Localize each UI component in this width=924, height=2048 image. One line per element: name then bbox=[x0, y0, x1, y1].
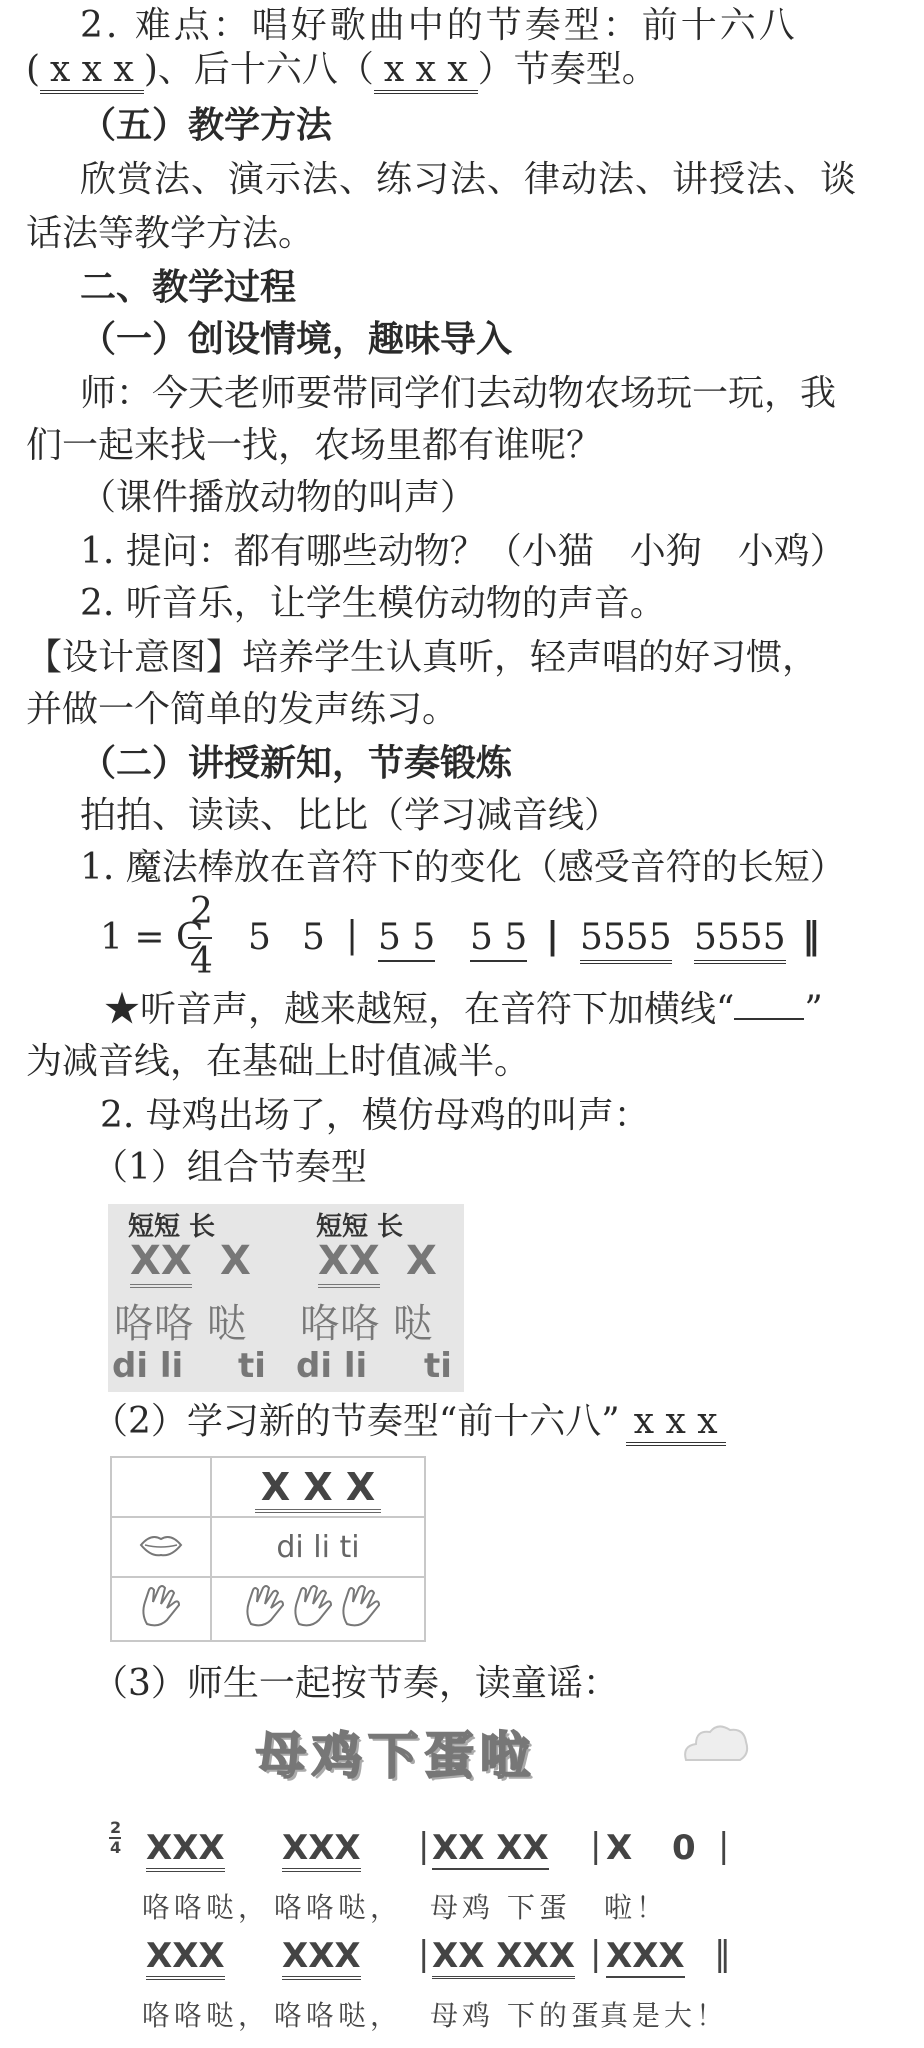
rhythm-table bbox=[110, 1456, 426, 1642]
heading-section-a: （一）创设情境，趣味导入 bbox=[80, 319, 513, 360]
bar-line: | bbox=[546, 915, 560, 957]
rhythm-words: 咯咯 哒 bbox=[114, 1301, 247, 1347]
text-line-16: 2. 母鸡出场了，模仿母鸡的叫声： bbox=[100, 1095, 650, 1136]
text-line-13: 1. 魔法棒放在音符下的变化（感受音符的长短） bbox=[80, 847, 846, 888]
heading-teaching-methods: （五）教学方法 bbox=[80, 105, 333, 146]
text-line-7: （课件播放动物的叫声） bbox=[80, 477, 477, 518]
rhythm-xx: XX bbox=[130, 1238, 192, 1288]
end-bar-line: ‖ bbox=[802, 915, 820, 957]
song-bar-line: | bbox=[590, 1826, 602, 1866]
time-sig-bottom: 4 bbox=[190, 941, 213, 982]
text-line-18 bbox=[92, 1400, 726, 1444]
song-notes: XXX bbox=[282, 1828, 361, 1872]
text-line-2-mid: )、后十六八（ bbox=[143, 49, 374, 90]
rhythm-syllables: ti bbox=[238, 1346, 266, 1386]
heading-section-b: （二）讲授新知，节奏锻炼 bbox=[80, 743, 513, 784]
notes-eighth: 5 5 bbox=[378, 916, 435, 962]
lips-icon bbox=[139, 1531, 183, 1559]
table-header-cell bbox=[211, 1457, 425, 1517]
text-line-19: （3）师生一起按节奏，读童谣： bbox=[92, 1663, 619, 1704]
text-line-3: 欣赏法、演示法、练习法、律动法、讲授法、谈 bbox=[80, 159, 858, 200]
text-line-8: 1. 提问：都有哪些动物？（小猫 小狗 小鸡） bbox=[80, 531, 846, 572]
rhythm-length-label: 短短 长 bbox=[128, 1212, 216, 1242]
text-line-2 bbox=[26, 48, 658, 92]
table-cell-empty bbox=[111, 1457, 211, 1517]
rhythm-front-sixteenth: x x x bbox=[40, 49, 144, 94]
text-line-15: 为减音线，在基础上时值减半。 bbox=[26, 1041, 531, 1082]
text-line-10: 【设计意图】培养学生认真听，轻声唱的好习惯， bbox=[26, 637, 819, 678]
notes-eighth: 5 5 bbox=[470, 916, 527, 962]
song-lyrics: 真是大！ bbox=[600, 1999, 729, 2032]
song-notes: XXX bbox=[606, 1936, 685, 1976]
text-line-14-main: ★听音声，越来越短，在音符下加横线“ bbox=[104, 989, 735, 1030]
text-line-17: （1）组合节奏型 bbox=[92, 1147, 367, 1188]
rhythm-x: X bbox=[406, 1238, 437, 1284]
song-notes: XXX bbox=[146, 1828, 225, 1872]
note: 5 bbox=[302, 917, 325, 958]
notes-sixteenth: 5555 bbox=[580, 916, 672, 964]
table-cell bbox=[111, 1517, 211, 1577]
song-lyrics: 咯咯哒， bbox=[274, 1999, 403, 2032]
song-bar-line: | bbox=[590, 1934, 602, 1974]
table-syllables-cell: di li ti bbox=[211, 1517, 425, 1577]
song-time-bottom: 4 bbox=[110, 1838, 122, 1857]
text-paren-open: ( bbox=[26, 49, 41, 90]
rhythm-length-label: 短短 长 bbox=[316, 1212, 404, 1242]
text-line-5: 师：今天老师要带同学们去动物农场玩一玩，我 bbox=[80, 373, 837, 414]
song-end-bar: ‖ bbox=[714, 1934, 731, 1974]
song-notes: XX XXX bbox=[432, 1936, 575, 1979]
table-cell bbox=[111, 1577, 211, 1641]
time-sig-line bbox=[188, 937, 212, 939]
song-lyrics: 咯咯哒， bbox=[142, 1891, 271, 1924]
blank-underline bbox=[734, 988, 804, 1020]
quote-close: ” bbox=[804, 989, 823, 1030]
note: 5 bbox=[248, 917, 271, 958]
song-notes: XX XX bbox=[432, 1828, 549, 1868]
song-lyrics: 咯咯哒， bbox=[274, 1891, 403, 1924]
text-line-14 bbox=[104, 988, 823, 1032]
text-line-2-end: ）节奏型。 bbox=[477, 49, 658, 90]
song-bar-line: | bbox=[418, 1826, 430, 1866]
text-line-9: 2. 听音乐，让学生模仿动物的声音。 bbox=[80, 583, 666, 624]
song-lyrics: 母鸡 下的蛋 bbox=[430, 1999, 603, 2032]
cloud-decoration-icon bbox=[680, 1720, 750, 1764]
rhythm-front-sixteenth: x x x bbox=[626, 1401, 726, 1446]
text-line-1: 2. 难点：唱好歌曲中的节奏型：前十六八 bbox=[80, 5, 798, 46]
rhythm-x: X bbox=[220, 1238, 251, 1284]
song-notes: XXX bbox=[282, 1936, 361, 1980]
text-line-11: 并做一个简单的发声练习。 bbox=[26, 689, 459, 730]
heading-teaching-process: 二、教学过程 bbox=[80, 267, 297, 308]
song-notes: X bbox=[606, 1828, 633, 1868]
key-signature: 1 = C bbox=[100, 917, 204, 958]
text-line-18-main: （2）学习新的节奏型“前十六八” bbox=[92, 1401, 620, 1442]
text-line-4: 话法等教学方法。 bbox=[26, 213, 315, 254]
song-lyrics: 咯咯哒， bbox=[142, 1999, 271, 2032]
rhythm-back-sixteenth: x x x bbox=[374, 49, 478, 94]
song-lyrics: 母鸡 下蛋 bbox=[430, 1891, 571, 1924]
clap-icon bbox=[137, 1584, 185, 1630]
rhythm-xxx: X X X bbox=[255, 1465, 381, 1513]
text-line-12: 拍拍、读读、比比（学习减音线） bbox=[80, 795, 621, 836]
song-rest: 0 bbox=[672, 1828, 696, 1868]
rhythm-syllables: di li bbox=[112, 1346, 184, 1386]
table-claps-cell bbox=[211, 1577, 425, 1641]
notes-sixteenth: 5555 bbox=[694, 916, 786, 964]
song-bar-line: | bbox=[418, 1934, 430, 1974]
text-line-6: 们一起来找一找，农场里都有谁呢？ bbox=[26, 425, 603, 466]
bar-line: | bbox=[346, 915, 359, 956]
rhythm-syllables: di li bbox=[296, 1346, 368, 1386]
song-time-top: 2 bbox=[110, 1818, 122, 1837]
song-title: 母鸡下蛋啦 bbox=[256, 1727, 536, 1785]
rhythm-xx: XX bbox=[318, 1238, 380, 1288]
rhythm-words: 咯咯 哒 bbox=[300, 1301, 433, 1347]
rhythm-pattern-box bbox=[108, 1204, 464, 1392]
rhythm-syllables: ti bbox=[424, 1346, 452, 1386]
clap-icons bbox=[243, 1584, 393, 1630]
song-lyrics: 啦！ bbox=[604, 1891, 669, 1924]
time-sig-top: 2 bbox=[190, 891, 213, 932]
song-notes: XXX bbox=[146, 1936, 225, 1980]
song-bar-line: | bbox=[718, 1826, 730, 1866]
